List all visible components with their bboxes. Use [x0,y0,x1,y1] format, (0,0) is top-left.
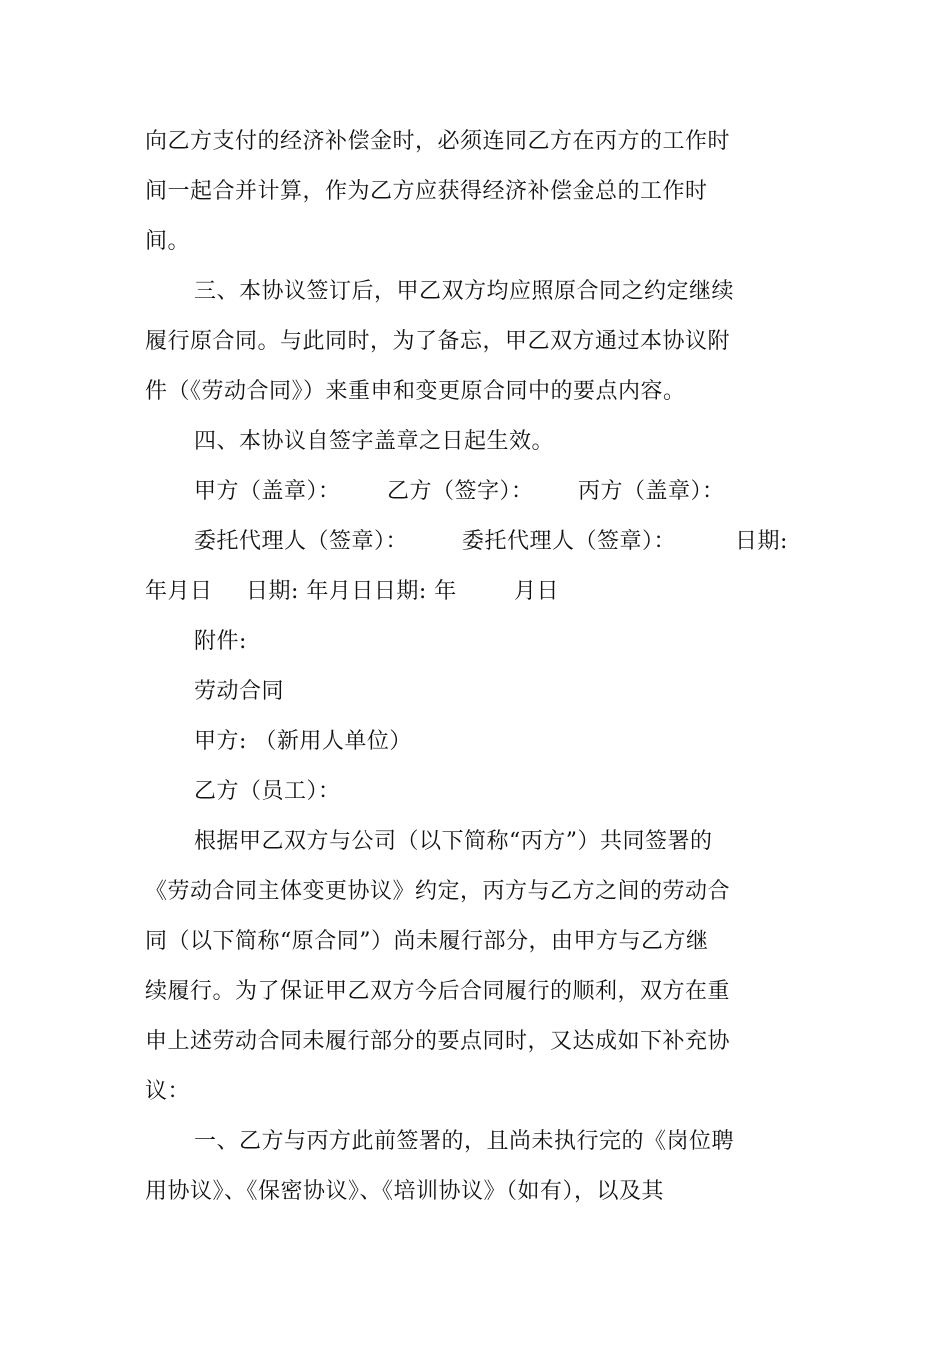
date-value: 年月日 [145,579,213,604]
body-line: 根据甲乙双方与公司（以下简称“丙方”）共同签署的 [194,829,713,854]
contract-title: 劳动合同 [194,679,285,704]
body-line: 用协议》、《保密协议》、《培训协议》（如有），以及其 [145,1179,665,1204]
agent-b-label: 委托代理人（签章）： [462,529,677,554]
clause-three-line: 三、本协议签订后，甲乙双方均应照原合同之约定继续 [194,279,735,304]
body-line: 同（以下简称“原合同”）尚未履行部分，由甲方与乙方继 [145,929,709,954]
party-a-seal-label: 甲方（盖章）： [194,479,341,504]
agent-a-label: 委托代理人（签章）： [194,529,409,554]
body-line: 续履行。为了保证甲乙双方今后合同履行的顺利，双方在重 [145,979,731,1004]
date-value: 月日 [514,579,560,604]
clause-one-line: 一、乙方与丙方此前签署的，且尚未执行完的《岗位聘 [194,1129,735,1154]
paragraph-line: 向乙方支付的经济补偿金时，必须连同乙方在丙方的工作时 [145,129,731,154]
attachment-label: 附件: [194,629,247,654]
party-a-line: 甲方: （新用人单位） [194,729,412,754]
paragraph-line: 间一起合并计算，作为乙方应获得经济补偿金总的工作时 [145,179,708,204]
clause-four-line: 四、本协议自签字盖章之日起生效。 [194,429,555,454]
body-line: 申上述劳动合同未履行部分的要点同时，又达成如下补充协 [145,1029,731,1054]
date-value: 日期: 年月日日期: 年 [246,579,457,604]
paragraph-line: 履行原合同。与此同时，为了备忘，甲乙双方通过本协议附 [145,329,731,354]
party-b-line: 乙方（员工）： [194,779,341,804]
paragraph-line: 间。 [145,229,191,254]
body-line: 议： [145,1079,191,1104]
paragraph-line: 件（《劳动合同》）来重申和变更原合同中的要点内容。 [145,379,686,404]
body-line: 《劳动合同主体变更协议》约定，丙方与乙方之间的劳动合 [145,879,731,904]
date-label: 日期: [735,529,788,554]
party-c-seal-label: 丙方（盖章）： [578,479,725,504]
party-b-sign-label: 乙方（签字）： [387,479,534,504]
